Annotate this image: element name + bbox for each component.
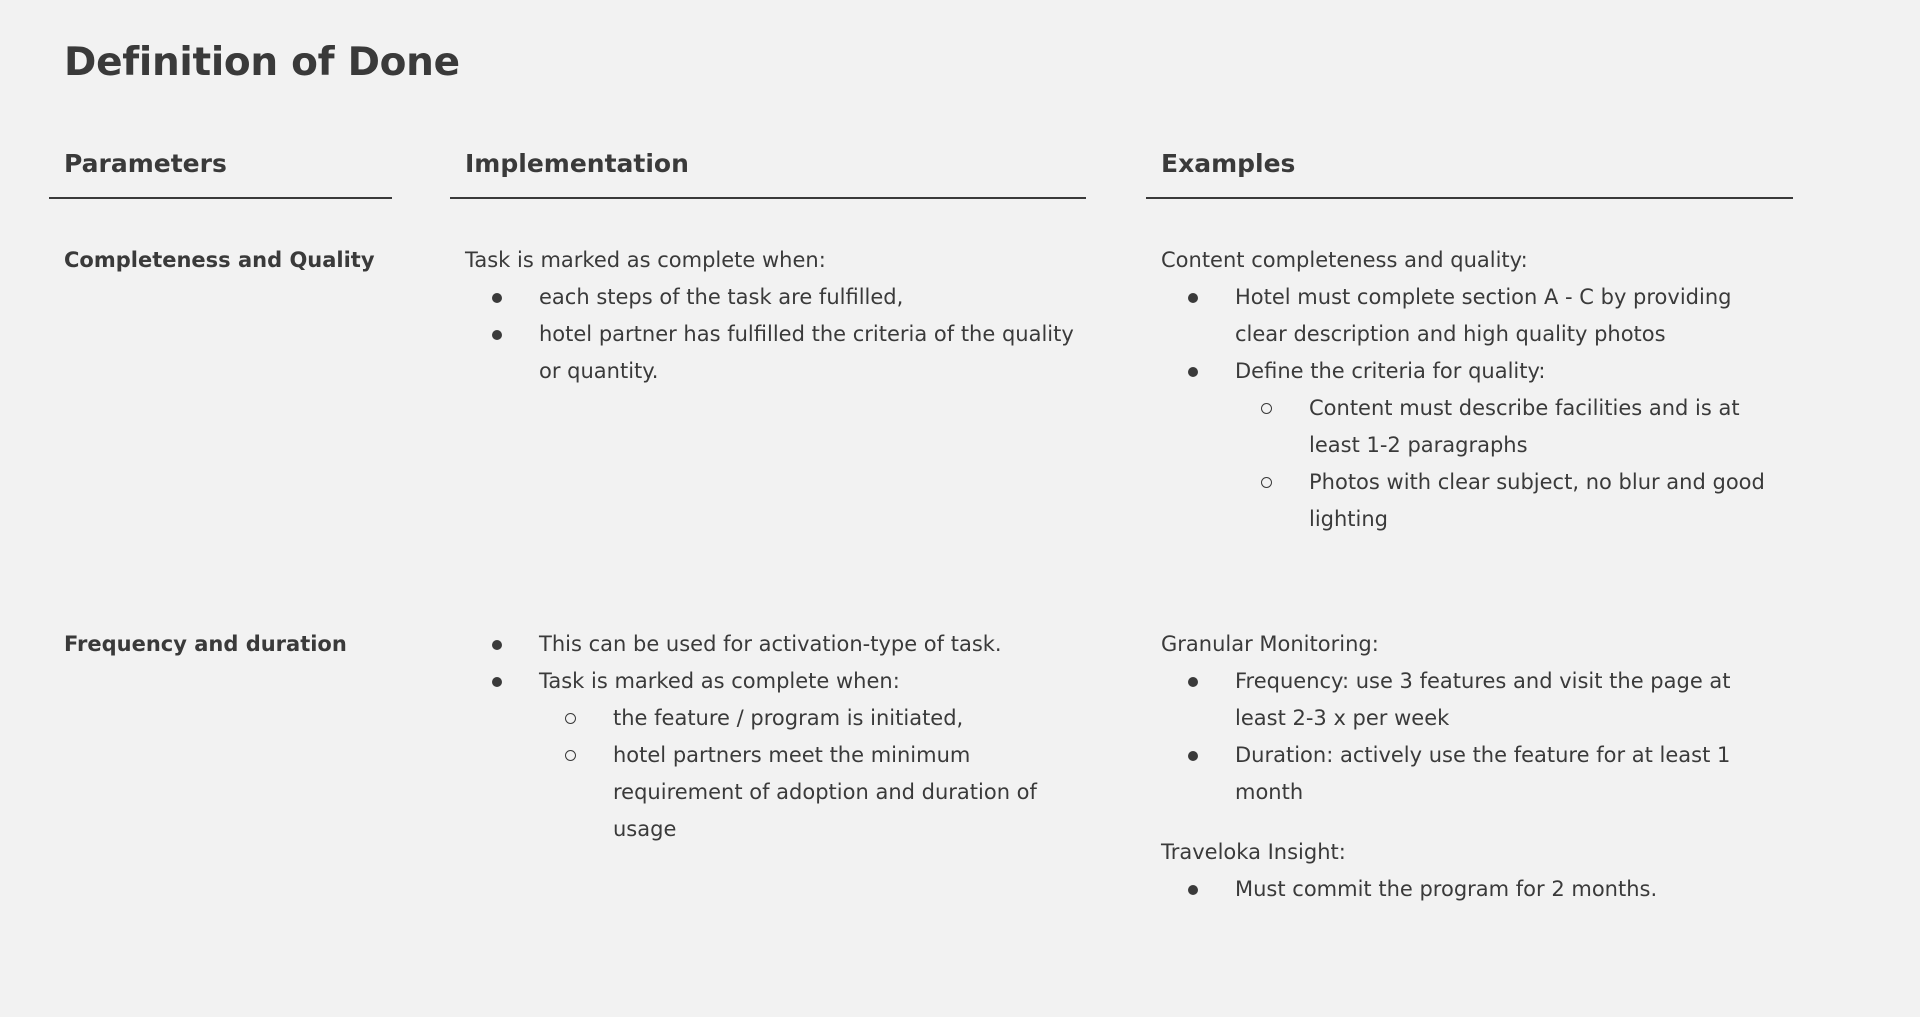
list-item [465, 663, 1075, 848]
sub-list-item: Photos with clear subject, no blur and good lighting [1235, 464, 1776, 538]
list-item: This can be used for activation-type of task. [465, 626, 1075, 663]
spacer [1161, 811, 1776, 834]
row-1-implementation-list [465, 279, 1075, 390]
list-item: hotel partner has fulfilled the criteria of the quality or quantity. [465, 316, 1075, 390]
column-header-implementation: Implementation [450, 149, 1086, 199]
sub-list-item: the feature / program is initiated, [539, 700, 1075, 737]
list-item: each steps of the task are fulfilled, [465, 279, 1075, 316]
row-2-examples-list-2 [1161, 871, 1776, 908]
row-2-implementation-sublist [539, 700, 1075, 848]
list-item: Frequency: use 3 features and visit the page at least 2-3 x per week [1161, 663, 1776, 737]
row-1-parameter: Completeness and Quality [64, 248, 375, 272]
row-1-examples-sublist [1235, 390, 1776, 538]
row-1-examples-list [1161, 279, 1776, 538]
row-2-parameter: Frequency and duration [64, 632, 347, 656]
row-2-examples-intro-1: Granular Monitoring: [1161, 632, 1379, 656]
row-2-examples-list-1 [1161, 663, 1776, 811]
page-title: Definition of Done [64, 40, 460, 85]
list-item: Must commit the program for 2 months. [1161, 871, 1776, 908]
row-1-examples-intro: Content completeness and quality: [1161, 248, 1528, 272]
sub-list-item: hotel partners meet the minimum requirement of adoption and duration of usage [539, 737, 1075, 848]
list-item-label: Define the criteria for quality: [1235, 359, 1546, 383]
row-1-examples [1161, 242, 1776, 538]
row-1-implementation-intro: Task is marked as complete when: [465, 248, 826, 272]
row-2-examples [1161, 626, 1776, 908]
column-header-parameters: Parameters [49, 149, 392, 199]
row-1-implementation [465, 242, 1075, 390]
row-2-implementation-list [465, 626, 1075, 848]
list-item [1161, 353, 1776, 538]
row-2-examples-intro-2: Traveloka Insight: [1161, 840, 1346, 864]
sub-list-item: Content must describe facilities and is at least 1-2 paragraphs [1235, 390, 1776, 464]
row-2-implementation [465, 626, 1075, 848]
list-item-label: Task is marked as complete when: [539, 669, 900, 693]
list-item: Hotel must complete section A - C by providing clear description and high quality photos [1161, 279, 1776, 353]
list-item: Duration: actively use the feature for at least 1 month [1161, 737, 1776, 811]
column-header-examples: Examples [1146, 149, 1793, 199]
